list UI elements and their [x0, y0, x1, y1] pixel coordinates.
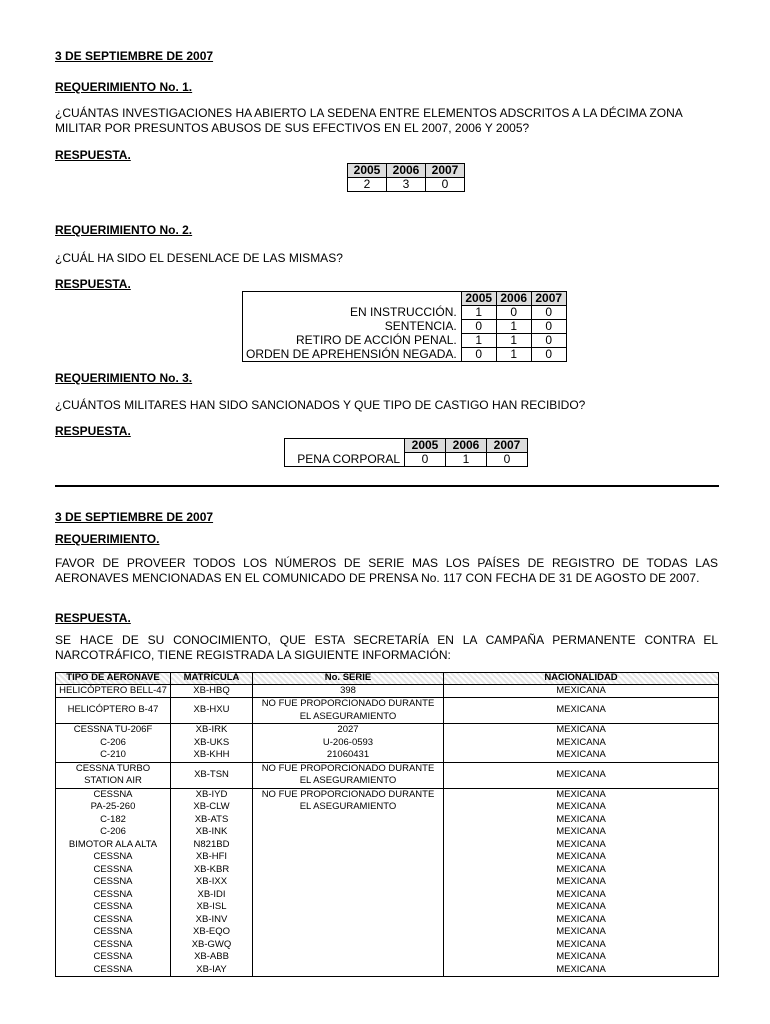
- req2-table: [242, 291, 567, 362]
- table-row: [56, 762, 719, 788]
- req1-year-2: 2006: [387, 164, 426, 178]
- nationality-cell: MEXICANA: [444, 951, 719, 964]
- req2-cell: 1: [461, 334, 496, 348]
- req2-cell: 1: [461, 306, 496, 320]
- nationality-cell: MEXICANA: [444, 814, 719, 827]
- nationality-cell: MEXICANA: [444, 901, 719, 914]
- col-header-serie: No. SERIE: [253, 673, 444, 685]
- registration-cell: XB-HXU: [171, 698, 253, 724]
- table-row: [56, 684, 719, 698]
- aircraft-type-cell: CESSNA: [56, 939, 171, 952]
- req2-question: ¿CUÁL HA SIDO EL DESENLACE DE LAS MISMAS?: [55, 251, 343, 265]
- registration-cell: XB-IRK: [171, 724, 253, 737]
- serial-cell: 398: [253, 684, 444, 698]
- aircraft-type-cell: HELICÓPTERO B-47: [56, 698, 171, 724]
- req1-value-2: 3: [387, 178, 426, 192]
- req1-title: REQUERIMIENTO No. 1.: [55, 80, 193, 94]
- aircraft-type-cell: CESSNA: [56, 914, 171, 927]
- nationality-cell: MEXICANA: [444, 826, 719, 839]
- registration-cell: XB-INK: [171, 826, 253, 839]
- registration-cell: XB-GWQ: [171, 939, 253, 952]
- req2-title: REQUERIMIENTO No. 2.: [55, 223, 193, 237]
- req3-cell: 0: [487, 453, 528, 467]
- serial-cell: NO FUE PROPORCIONADO DURANTE EL ASEGURAMIENTO: [253, 698, 444, 724]
- req2-cell: 1: [496, 348, 531, 362]
- aircraft-type-cell: CESSNA: [56, 851, 171, 864]
- aircraft-type-cell: C-210: [56, 749, 171, 762]
- registration-cell: XB-IDI: [171, 889, 253, 902]
- nationality-cell: MEXICANA: [444, 684, 719, 698]
- aircraft-type-cell: CESSNA: [56, 889, 171, 902]
- nationality-cell: MEXICANA: [444, 939, 719, 952]
- registration-cell: XB-TSN: [171, 762, 253, 788]
- answer-label: RESPUESTA.: [55, 611, 131, 625]
- registration-cell: XB-UKS: [171, 737, 253, 750]
- serial-cell: 21060431: [253, 749, 444, 762]
- aircraft-type-cell: PA-25-260: [56, 801, 171, 814]
- req1-year-3: 2007: [426, 164, 465, 178]
- req2-cell: 0: [531, 306, 566, 320]
- nationality-cell: MEXICANA: [444, 914, 719, 927]
- req1-table: [347, 163, 465, 192]
- req2-answer-label: RESPUESTA.: [55, 277, 131, 291]
- req2-cell: 1: [496, 320, 531, 334]
- nationality-cell: MEXICANA: [444, 926, 719, 939]
- nationality-cell: MEXICANA: [444, 964, 719, 977]
- registration-cell: XB-ATS: [171, 814, 253, 827]
- aircraft-type-cell: CESSNA: [56, 876, 171, 889]
- request-text: FAVOR DE PROVEER TODOS LOS NÚMEROS DE SERIE MAS LOS PAÍSES DE REGISTRO DE TODAS LAS AERONAVES MENCIONADAS EN EL COMUNICADO DE PRENSA No. 117 CON FECHA DE 31 DE AGOSTO DE 2007.: [55, 556, 718, 585]
- table-row: [56, 724, 719, 737]
- req2-cell: 0: [531, 348, 566, 362]
- req2-row-label: RETIRO DE ACCIÓN PENAL.: [243, 334, 462, 348]
- registration-cell: XB-INV: [171, 914, 253, 927]
- registration-cell: XB-CLW: [171, 801, 253, 814]
- req2-row-label: EN INSTRUCCIÓN.: [243, 306, 462, 320]
- aircraft-type-cell: C-182: [56, 814, 171, 827]
- req1-year-1: 2005: [348, 164, 387, 178]
- req2-cell: 0: [531, 320, 566, 334]
- registration-cell: XB-ABB: [171, 951, 253, 964]
- nationality-cell: MEXICANA: [444, 698, 719, 724]
- req3-row-label: PENA CORPORAL: [285, 453, 405, 467]
- aircraft-type-cell: CESSNA: [56, 926, 171, 939]
- aircraft-type-cell: HELICÓPTERO BELL-47: [56, 684, 171, 698]
- serial-cell-merged: NO FUE PROPORCIONADO DURANTE EL ASEGURAMIENTO: [253, 788, 444, 977]
- serial-cell: NO FUE PROPORCIONADO DURANTE EL ASEGURAMIENTO: [253, 762, 444, 788]
- req2-year-2: 2006: [496, 292, 531, 306]
- req2-row-label: ORDEN DE APREHENSIÓN NEGADA.: [243, 348, 462, 362]
- req1-value-1: 2: [348, 178, 387, 192]
- aircraft-type-cell: CESSNA: [56, 864, 171, 877]
- nationality-cell: MEXICANA: [444, 851, 719, 864]
- nationality-cell: MEXICANA: [444, 864, 719, 877]
- col-header-tipo: TIPO DE AERONAVE: [56, 673, 171, 685]
- nationality-cell: MEXICANA: [444, 839, 719, 852]
- registration-cell: XB-HBQ: [171, 684, 253, 698]
- nationality-cell: MEXICANA: [444, 876, 719, 889]
- registration-cell: XB-IYD: [171, 788, 253, 801]
- aircraft-type-cell: C-206: [56, 826, 171, 839]
- registration-cell: XB-KBR: [171, 864, 253, 877]
- req3-year-1: 2005: [405, 439, 446, 453]
- section-divider: [55, 485, 719, 487]
- aircraft-type-cell: CESSNA: [56, 901, 171, 914]
- nationality-cell: MEXICANA: [444, 762, 719, 788]
- registration-cell: XB-IXX: [171, 876, 253, 889]
- registration-cell: XB-IAY: [171, 964, 253, 977]
- registration-cell: N821BD: [171, 839, 253, 852]
- aircraft-type-cell: CESSNA: [56, 964, 171, 977]
- aircraft-type-cell: C-206: [56, 737, 171, 750]
- req2-year-3: 2007: [531, 292, 566, 306]
- serial-cell: 2027: [253, 724, 444, 737]
- nationality-cell: MEXICANA: [444, 724, 719, 737]
- table-row: [56, 788, 719, 801]
- req2-cell: 1: [496, 334, 531, 348]
- req1-answer-label: RESPUESTA.: [55, 148, 131, 162]
- registration-cell: XB-EQO: [171, 926, 253, 939]
- nationality-cell: MEXICANA: [444, 737, 719, 750]
- aircraft-type-cell: CESSNA TURBO STATION AIR: [56, 762, 171, 788]
- req2-cell: 0: [461, 348, 496, 362]
- date-heading-2: 3 DE SEPTIEMBRE DE 2007: [55, 510, 214, 524]
- req3-cell: 0: [405, 453, 446, 467]
- col-header-matricula: MATRÍCULA: [171, 673, 253, 685]
- registration-cell: XB-KHH: [171, 749, 253, 762]
- req3-cell: 1: [446, 453, 487, 467]
- req2-cell: 0: [496, 306, 531, 320]
- nationality-cell: MEXICANA: [444, 801, 719, 814]
- req3-answer-label: RESPUESTA.: [55, 424, 131, 438]
- req3-question: ¿CUÁNTOS MILITARES HAN SIDO SANCIONADOS Y QUE TIPO DE CASTIGO HAN RECIBIDO?: [55, 398, 586, 412]
- registration-cell: XB-ISL: [171, 901, 253, 914]
- req3-table: [284, 438, 528, 467]
- req3-year-3: 2007: [487, 439, 528, 453]
- aircraft-type-cell: CESSNA: [56, 951, 171, 964]
- col-header-nacionalidad: NACIONALIDAD: [444, 673, 719, 685]
- aircraft-type-cell: CESSNA: [56, 788, 171, 801]
- req3-title: REQUERIMIENTO No. 3.: [55, 371, 193, 385]
- answer-text: SE HACE DE SU CONOCIMIENTO, QUE ESTA SECRETARÍA EN LA CAMPAÑA PERMANENTE CONTRA EL NARCOTRÁFICO, TIENE REGISTRADA LA SIGUIENTE INFORMACIÓN:: [55, 633, 718, 662]
- serial-cell: U-206-0593: [253, 737, 444, 750]
- req-title: REQUERIMIENTO.: [55, 532, 160, 546]
- req3-year-2: 2006: [446, 439, 487, 453]
- req1-question: ¿CUÁNTAS INVESTIGACIONES HA ABIERTO LA SEDENA ENTRE ELEMENTOS ADSCRITOS A LA DÉCIMA ZONA MILITAR POR PRESUNTOS ABUSOS DE SUS EFECTIVOS EN EL 2007, 2006 Y 2005?: [55, 106, 683, 135]
- table-row: [56, 749, 719, 762]
- nationality-cell: MEXICANA: [444, 749, 719, 762]
- req1-value-3: 0: [426, 178, 465, 192]
- aircraft-type-cell: CESSNA TU-206F: [56, 724, 171, 737]
- date-heading-1: 3 DE SEPTIEMBRE DE 2007: [55, 49, 214, 63]
- registration-cell: XB-HFI: [171, 851, 253, 864]
- aircraft-table: [55, 672, 719, 977]
- nationality-cell: MEXICANA: [444, 788, 719, 801]
- req2-row-label: SENTENCIA.: [243, 320, 462, 334]
- req2-cell: 0: [461, 320, 496, 334]
- req2-year-1: 2005: [461, 292, 496, 306]
- table-row: [56, 698, 719, 724]
- aircraft-type-cell: BIMOTOR ALA ALTA: [56, 839, 171, 852]
- req2-cell: 0: [531, 334, 566, 348]
- table-row: [56, 737, 719, 750]
- nationality-cell: MEXICANA: [444, 889, 719, 902]
